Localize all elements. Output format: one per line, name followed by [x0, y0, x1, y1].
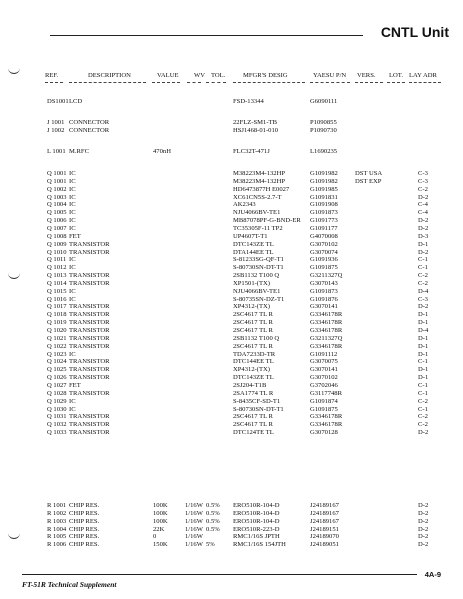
table-row [0, 178, 463, 186]
col-vers: VERS. [357, 72, 376, 79]
description-cell: TRANSISTOR [69, 311, 110, 319]
yaesu-pn-cell: G1091876 [310, 295, 338, 303]
mfgr-desig-cell: MB87078PF-G-BND-ER [233, 217, 301, 225]
description-cell: IC [69, 350, 76, 358]
table-row [0, 421, 463, 429]
value-cell: 100K [153, 502, 168, 509]
mfgr-desig-cell: M38223M4-132HP [233, 177, 286, 185]
yaesu-pn-cell: J24189051 [310, 541, 339, 549]
ref-cell: R 1001 [47, 502, 67, 509]
ref-cell: Q 1004 [47, 201, 67, 209]
tol-cell: 5% [206, 541, 215, 549]
table-row [0, 241, 463, 249]
ref-cell: R 1004 [47, 525, 67, 533]
mfgr-desig-cell: TC35305F-11 TP2 [233, 224, 283, 232]
mfgr-desig-cell: XC61CN5S-2.7-T [233, 193, 282, 201]
description-cell: CONNECTOR [69, 126, 110, 134]
description-cell: CHIP RES. [69, 541, 100, 549]
description-cell: CONNECTOR [69, 119, 110, 126]
yaesu-pn-cell: G3211327Q [310, 334, 343, 342]
ref-cell: Q 1003 [47, 193, 67, 201]
ref-cell: Q 1024 [47, 358, 67, 366]
lay-adr-cell: D-1 [418, 311, 429, 319]
table-row [0, 351, 463, 359]
col-ref: REF. [45, 72, 59, 79]
lay-adr-cell: D-1 [418, 374, 429, 382]
col-wv: WV [194, 72, 205, 79]
mfgr-desig-cell: 2SC4617 TL R [233, 327, 273, 334]
mfgr-desig-cell: 2SC4617 TL R [233, 413, 273, 421]
lay-adr-cell: C-2 [418, 397, 428, 405]
table-row [0, 541, 463, 549]
description-cell: TRANSISTOR [69, 366, 110, 374]
description-cell: IC [69, 295, 76, 303]
description-cell: TRANSISTOR [69, 421, 110, 429]
mfgr-desig-cell: 2SB1132 T100 Q [233, 334, 280, 342]
ref-cell: Q 1016 [47, 295, 67, 303]
mfgr-desig-cell: ERO510R-104-D [233, 517, 280, 525]
mfgr-desig-cell: 2SC4617 TL R [233, 311, 273, 319]
yaesu-pn-cell: G1091875 [310, 264, 338, 272]
table-row [0, 127, 463, 135]
tol-cell: 0.5% [206, 509, 220, 517]
lay-adr-cell: C-1 [418, 389, 428, 397]
yaesu-pn-cell: G1091873 [310, 209, 338, 217]
yaesu-pn-cell: G1091936 [310, 256, 338, 264]
mfgr-desig-cell: S-80730SN-DT-T1 [233, 264, 284, 272]
ref-cell: J 1002 [47, 126, 65, 134]
tol-cell: 0.5% [206, 525, 220, 533]
page-title: CNTL Unit [380, 24, 449, 40]
ref-cell: DS1001 [47, 98, 69, 105]
yaesu-pn-cell: G3211327Q [310, 272, 343, 280]
table-row [0, 502, 463, 510]
table-row [0, 217, 463, 225]
table-row [0, 366, 463, 374]
ref-cell: Q 1021 [47, 334, 67, 342]
lay-adr-cell: D-4 [418, 287, 429, 295]
mfgr-desig-cell: 2SC4617 TL R [233, 342, 273, 350]
table-row [0, 429, 463, 437]
mfgr-desig-cell: RMC1/16S JPTH [233, 533, 280, 541]
description-cell: IC [69, 256, 76, 264]
ref-cell: R 1006 [47, 541, 67, 549]
table-row [0, 201, 463, 209]
lay-adr-cell: C-1 [418, 256, 428, 264]
table-row [0, 249, 463, 257]
table-row [0, 319, 463, 327]
description-cell: IC [69, 201, 76, 209]
ref-cell: Q 1011 [47, 256, 67, 264]
mfgr-desig-cell: ERO510R-104-D [233, 509, 280, 517]
mfgr-desig-cell: M38223M4-132HP [233, 170, 286, 177]
table-row [0, 288, 463, 296]
lay-adr-cell: C-2 [418, 272, 428, 280]
yaesu-pn-cell: G3346178R [310, 413, 343, 421]
lay-adr-cell: D-3 [418, 232, 429, 240]
yaesu-pn-cell: G3070128 [310, 429, 338, 437]
description-cell: TRANSISTOR [69, 327, 110, 334]
description-cell: M.RFC [69, 148, 89, 155]
description-cell: IC [69, 405, 76, 413]
lay-adr-cell: C-1 [418, 264, 428, 272]
ref-cell: Q 1031 [47, 413, 67, 421]
description-cell: IC [69, 224, 76, 232]
ref-cell: Q 1009 [47, 240, 67, 248]
lay-adr-cell: D-2 [418, 303, 429, 311]
yaesu-pn-cell: G3070074 [310, 248, 338, 256]
lay-adr-cell: C-2 [418, 421, 428, 429]
table-row [0, 335, 463, 343]
table-row [0, 98, 463, 106]
yaesu-pn-cell: L1690235 [310, 148, 338, 155]
description-cell: TRANSISTOR [69, 303, 110, 311]
lay-adr-cell: D-1 [418, 366, 429, 374]
yaesu-pn-cell: G1091177 [310, 224, 338, 232]
yaesu-pn-cell: G4070008 [310, 232, 338, 240]
description-cell: FET [69, 232, 81, 240]
description-cell: CHIP RES. [69, 533, 100, 541]
lay-adr-cell: D-2 [418, 429, 429, 437]
description-cell: IC [69, 217, 76, 225]
description-cell: CHIP RES. [69, 517, 100, 525]
mfgr-desig-cell: 2SC4617 TL R [233, 421, 273, 429]
footer-rule [22, 574, 417, 575]
wv-cell: 1/16W [185, 541, 203, 549]
description-cell: TRANSISTOR [69, 413, 110, 421]
col-description: DESCRIPTION [88, 72, 131, 79]
mfgr-desig-cell: UP4607T-T1 [233, 232, 268, 240]
table-row [0, 526, 463, 534]
wv-cell: 1/16W [185, 525, 203, 533]
col-value: VALUE [157, 72, 179, 79]
mfgr-desig-cell: AK2343 [233, 201, 256, 209]
yaesu-pn-cell: G1091982 [310, 177, 338, 185]
col-lot: LOT. [389, 72, 403, 79]
ref-cell: R 1002 [47, 509, 67, 517]
description-cell: IC [69, 397, 76, 405]
description-cell: TRANSISTOR [69, 389, 110, 397]
yaesu-pn-cell: G3346178R [310, 319, 343, 327]
yaesu-pn-cell: J24189167 [310, 517, 339, 525]
yaesu-pn-cell: G3346178R [310, 342, 343, 350]
description-cell: IC [69, 177, 76, 185]
table-row [0, 343, 463, 351]
ref-cell: Q 1032 [47, 421, 67, 429]
footer-title: FT-51R Technical Supplement [22, 580, 117, 589]
ref-cell: Q 1020 [47, 327, 67, 334]
lay-adr-cell: D-1 [418, 319, 429, 327]
lay-adr-cell: C-2 [418, 413, 428, 421]
mfgr-desig-cell: XP1501-(TX) [233, 279, 270, 287]
mfgr-desig-cell: DTA144EE TL [233, 248, 274, 256]
yaesu-pn-cell: G3346178R [310, 311, 343, 319]
lay-adr-cell: C-1 [418, 358, 428, 366]
wv-cell: 1/16W [185, 502, 203, 509]
table-row [0, 272, 463, 280]
mfgr-desig-cell: DTC124TE TL [233, 429, 274, 437]
ref-cell: L 1001 [47, 148, 66, 155]
lay-adr-cell: D-2 [418, 193, 429, 201]
lay-adr-cell: D-2 [418, 224, 429, 232]
description-cell: IC [69, 193, 76, 201]
value-cell: 100K [153, 517, 168, 525]
lay-adr-cell: D-2 [418, 533, 429, 541]
table-row [0, 510, 463, 518]
lay-adr-cell: D-2 [418, 541, 429, 549]
ref-cell: Q 1001 [47, 177, 67, 185]
lay-adr-cell: D-1 [418, 240, 429, 248]
description-cell: TRANSISTOR [69, 248, 110, 256]
lay-adr-cell: D-2 [418, 217, 429, 225]
yaesu-pn-cell: G3346178R [310, 421, 343, 429]
lay-adr-cell: D-4 [418, 327, 429, 334]
mfgr-desig-cell: FSD-13344 [233, 98, 264, 105]
table-row [0, 148, 463, 156]
description-cell: TRANSISTOR [69, 319, 110, 327]
description-cell: TRANSISTOR [69, 374, 110, 382]
table-row [0, 413, 463, 421]
table-row [0, 327, 463, 335]
lay-adr-cell: C-3 [418, 295, 428, 303]
ref-cell: Q 1025 [47, 366, 67, 374]
description-cell: TRANSISTOR [69, 334, 110, 342]
yaesu-pn-cell: G6090111 [310, 98, 338, 105]
wv-cell: 1/16W [185, 517, 203, 525]
col-lay-adr: LAY ADR [409, 72, 437, 79]
lay-adr-cell: D-1 [418, 342, 429, 350]
lay-adr-cell: D-2 [418, 502, 429, 509]
mfgr-desig-cell: NJU4066BV-TE1 [233, 287, 281, 295]
table-row [0, 303, 463, 311]
tol-cell: 0.5% [206, 517, 220, 525]
yaesu-pn-cell: G3070141 [310, 366, 338, 374]
description-cell: CHIP RES. [69, 525, 100, 533]
yaesu-pn-cell: J24189151 [310, 525, 339, 533]
ref-cell: Q 1023 [47, 350, 67, 358]
mfgr-desig-cell: DTC143ZE TL [233, 374, 274, 382]
col-mfgr-desig: MFGR'S DESIG [243, 72, 288, 79]
lay-adr-cell: C-1 [418, 381, 428, 389]
yaesu-pn-cell: G3117748R [310, 389, 342, 397]
ref-cell: Q 1013 [47, 272, 67, 280]
mfgr-desig-cell: NJU4066BV-TE1 [233, 209, 281, 217]
mfgr-desig-cell: HSJ1468-01-010 [233, 126, 279, 134]
table-row [0, 382, 463, 390]
ref-cell: Q 1002 [47, 185, 67, 193]
table-row [0, 264, 463, 272]
ref-cell: Q 1010 [47, 248, 67, 256]
description-cell: CHIP RES. [69, 502, 100, 509]
mfgr-desig-cell: S-8435CF-SD-T1 [233, 397, 281, 405]
mfgr-desig-cell: DTC144EE TL [233, 358, 274, 366]
lay-adr-cell: D-1 [418, 350, 429, 358]
yaesu-pn-cell: G3702046 [310, 381, 338, 389]
yaesu-pn-cell: P1090730 [310, 126, 337, 134]
mfgr-desig-cell: ERO510R-104-D [233, 502, 280, 509]
ref-cell: Q 1027 [47, 381, 67, 389]
table-row [0, 398, 463, 406]
yaesu-pn-cell: G1091873 [310, 287, 338, 295]
mfgr-desig-cell: S-81233SG-QF-T1 [233, 256, 284, 264]
description-cell: IC [69, 170, 76, 177]
description-cell: LCD [69, 98, 83, 105]
description-cell: IC [69, 209, 76, 217]
yaesu-pn-cell: G1091875 [310, 405, 338, 413]
ref-cell: Q 1005 [47, 209, 67, 217]
description-cell: TRANSISTOR [69, 342, 110, 350]
ref-cell: R 1003 [47, 517, 67, 525]
yaesu-pn-cell: G1091773 [310, 217, 338, 225]
table-row [0, 186, 463, 194]
table-row [0, 280, 463, 288]
mfgr-desig-cell: XP4312-(TX) [233, 366, 270, 374]
ref-cell: Q 1006 [47, 217, 67, 225]
lay-adr-cell: C-4 [418, 209, 428, 217]
mfgr-desig-cell: S-80735SN-DZ-T1 [233, 295, 285, 303]
yaesu-pn-cell: G3070141 [310, 303, 338, 311]
ref-cell: Q 1001 [47, 170, 67, 177]
table-row [0, 374, 463, 382]
table-row [0, 209, 463, 217]
mfgr-desig-cell: 2SC4617 TL R [233, 319, 273, 327]
mfgr-desig-cell: RMC1/16S 154JTH [233, 541, 286, 549]
description-cell: TRANSISTOR [69, 272, 110, 280]
yaesu-pn-cell: G1091112 [310, 350, 338, 358]
ref-cell: Q 1019 [47, 319, 67, 327]
mfgr-desig-cell: 2SA1774 TL R [233, 389, 274, 397]
yaesu-pn-cell: J24189167 [310, 509, 339, 517]
value-cell: 100K [153, 509, 168, 517]
ref-cell: Q 1018 [47, 311, 67, 319]
description-cell: TRANSISTOR [69, 358, 110, 366]
mfgr-desig-cell: 22FLZ-SM1-TB [233, 119, 277, 126]
yaesu-pn-cell: G1091874 [310, 397, 338, 405]
table-row [0, 358, 463, 366]
mfgr-desig-cell: TDA7233D-TR [233, 350, 276, 358]
ref-cell: Q 1008 [47, 232, 67, 240]
wv-cell: 1/16W [185, 533, 203, 541]
yaesu-pn-cell: G1091831 [310, 193, 338, 201]
ref-cell: Q 1029 [47, 397, 67, 405]
col-tol: TOL. [211, 72, 226, 79]
table-row [0, 170, 463, 178]
mfgr-desig-cell: FLC32T-471J [233, 148, 270, 155]
ref-cell: Q 1028 [47, 389, 67, 397]
description-cell: TRANSISTOR [69, 240, 110, 248]
lay-adr-cell: C-2 [418, 185, 428, 193]
lay-adr-cell: C-2 [418, 279, 428, 287]
vers-cell: DST USA [355, 170, 383, 177]
yaesu-pn-cell: G3070075 [310, 358, 338, 366]
lay-adr-cell: D-1 [418, 334, 429, 342]
mfgr-desig-cell: DTC143ZE TL [233, 240, 274, 248]
yaesu-pn-cell: P1090855 [310, 119, 337, 126]
lay-adr-cell: C-3 [418, 170, 428, 177]
ref-cell: R 1005 [47, 533, 67, 541]
ref-cell: Q 1017 [47, 303, 67, 311]
yaesu-pn-cell: G3070102 [310, 374, 338, 382]
table-row [0, 225, 463, 233]
yaesu-pn-cell: G1091982 [310, 170, 338, 177]
ref-cell: Q 1015 [47, 287, 67, 295]
description-cell: IC [69, 185, 76, 193]
description-cell: IC [69, 287, 76, 295]
lay-adr-cell: D-2 [418, 248, 429, 256]
description-cell: TRANSISTOR [69, 279, 110, 287]
lay-adr-cell: C-4 [418, 201, 428, 209]
yaesu-pn-cell: J24189167 [310, 502, 339, 509]
table-row [0, 119, 463, 127]
description-cell: IC [69, 264, 76, 272]
yaesu-pn-cell: G3346178R [310, 327, 343, 334]
lay-adr-cell: D-2 [418, 517, 429, 525]
ref-cell: Q 1026 [47, 374, 67, 382]
mfgr-desig-cell: XP4312-(TX) [233, 303, 270, 311]
table-row [0, 406, 463, 414]
lay-adr-cell: D-2 [418, 525, 429, 533]
mfgr-desig-cell: ERO510R-223-D [233, 525, 280, 533]
table-row [0, 233, 463, 241]
table-row [0, 533, 463, 541]
lay-adr-cell: D-2 [418, 509, 429, 517]
table-row [0, 296, 463, 304]
table-row [0, 311, 463, 319]
mfgr-desig-cell: 2SJ204-T1B [233, 381, 267, 389]
ref-cell: Q 1007 [47, 224, 67, 232]
value-cell: 0 [153, 533, 157, 541]
col-yaesu-pn: YAESU P/N [313, 72, 347, 79]
value-cell: 470nH [153, 148, 171, 155]
mfgr-desig-cell: S-80730SN-DT-T1 [233, 405, 284, 413]
value-cell: 22K [153, 525, 165, 533]
value-cell: 150K [153, 541, 168, 549]
mfgr-desig-cell: 2SB1132 T100 Q [233, 272, 280, 280]
ref-cell: J 1001 [47, 119, 65, 126]
lay-adr-cell: C-3 [418, 177, 428, 185]
description-cell: FET [69, 381, 81, 389]
yaesu-pn-cell: J24189070 [310, 533, 339, 541]
ref-cell: Q 1033 [47, 429, 67, 437]
wv-cell: 1/16W [185, 509, 203, 517]
description-cell: CHIP RES. [69, 509, 100, 517]
ref-cell: Q 1012 [47, 264, 67, 272]
description-cell: TRANSISTOR [69, 429, 110, 437]
table-row [0, 194, 463, 202]
page-number: 4A-9 [424, 570, 441, 579]
vers-cell: DST EXP [355, 177, 382, 185]
ref-cell: Q 1022 [47, 342, 67, 350]
tol-cell: 0.5% [206, 502, 220, 509]
lay-adr-cell: C-1 [418, 405, 428, 413]
ref-cell: Q 1014 [47, 279, 67, 287]
yaesu-pn-cell: G3070143 [310, 279, 338, 287]
table-row [0, 256, 463, 264]
yaesu-pn-cell: G3070102 [310, 240, 338, 248]
mfgr-desig-cell: HD6473877H E0027 [233, 185, 290, 193]
yaesu-pn-cell: G1091985 [310, 185, 338, 193]
table-row [0, 390, 463, 398]
yaesu-pn-cell: G1091908 [310, 201, 338, 209]
ref-cell: Q 1030 [47, 405, 67, 413]
table-row [0, 518, 463, 526]
